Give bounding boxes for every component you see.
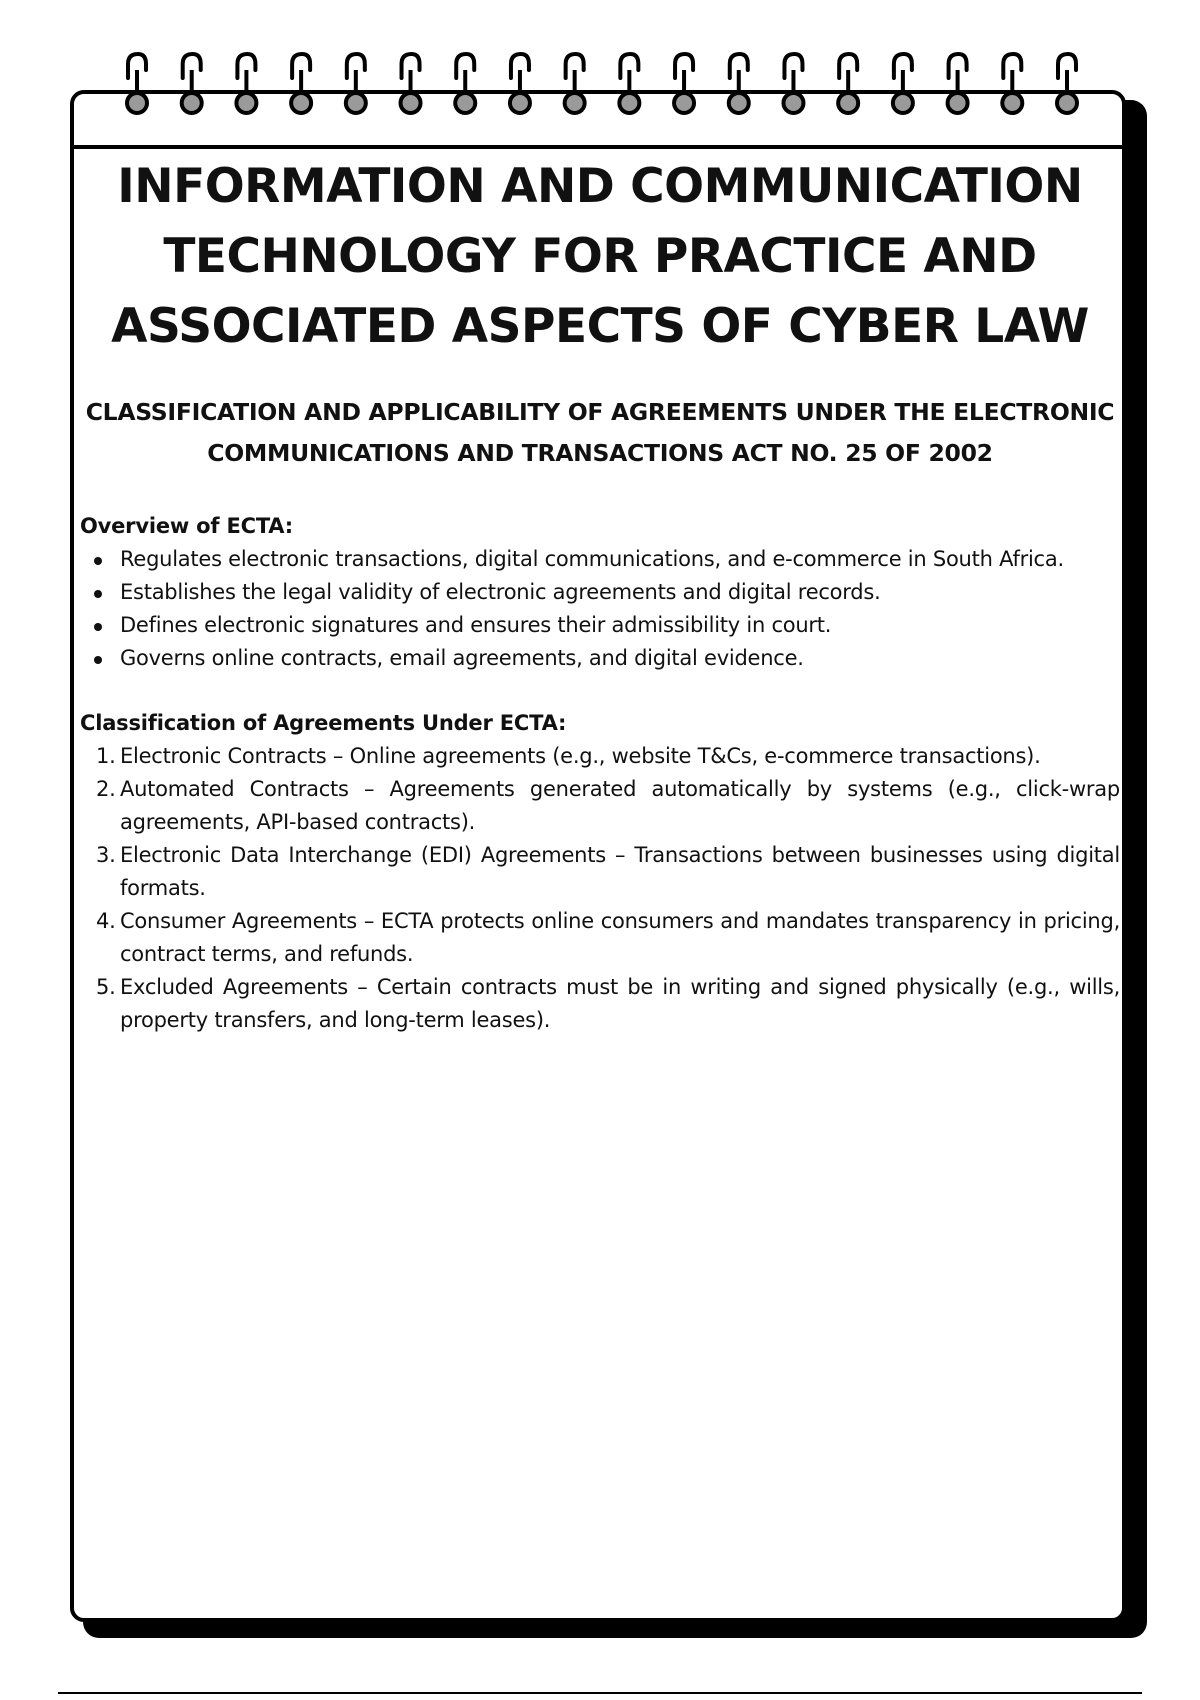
list-number: 3. bbox=[96, 843, 116, 867]
classification-item-text: Automated Contracts – Agreements generated automatically by systems (e.g., click-wrap agreements, API-based contracts). bbox=[120, 777, 1120, 834]
footer-divider bbox=[58, 1692, 1142, 1694]
list-number: 2. bbox=[96, 777, 116, 801]
spiral-ring-icon bbox=[674, 54, 694, 113]
spiral-ring-icon bbox=[565, 54, 585, 113]
classification-item-text: Consumer Agreements – ECTA protects online consumers and mandates transparency in pricing, contract terms, and refunds. bbox=[120, 909, 1120, 966]
list-number: 5. bbox=[96, 975, 116, 999]
classification-item-text: Electronic Data Interchange (EDI) Agreements – Transactions between businesses using digital formats. bbox=[120, 843, 1120, 900]
overview-heading: Overview of ECTA: bbox=[80, 514, 293, 538]
spiral-ring-icon bbox=[510, 54, 530, 113]
spiral-ring-icon bbox=[236, 54, 256, 113]
list-number: 1. bbox=[96, 744, 116, 768]
classification-list-item bbox=[80, 773, 1120, 839]
classification-list bbox=[80, 740, 1120, 1037]
bullet-icon bbox=[94, 557, 102, 565]
spiral-ring-icon bbox=[401, 54, 421, 113]
classification-item-text: Excluded Agreements – Certain contracts must be in writing and signed physically (e.g., wills, property transfers, and long-term leases). bbox=[120, 975, 1120, 1032]
spiral-ring-icon bbox=[346, 54, 366, 113]
spiral-ring-icon bbox=[1057, 54, 1077, 113]
overview-item-text: Defines electronic signatures and ensures their admissibility in court. bbox=[120, 613, 832, 637]
page-subtitle: CLASSIFICATION AND APPLICABILITY OF AGREEMENTS UNDER THE ELECTRONIC COMMUNICATIONS AND TRANSACTIONS ACT NO. 25 OF 2002 bbox=[85, 398, 1115, 467]
bullet-icon bbox=[94, 656, 102, 664]
classification-list-item bbox=[80, 740, 1120, 773]
overview-item-text: Establishes the legal validity of electronic agreements and digital records. bbox=[120, 580, 881, 604]
document-content bbox=[80, 148, 1120, 1037]
spiral-ring-icon bbox=[455, 54, 475, 113]
overview-list-item bbox=[80, 576, 1120, 609]
bullet-icon bbox=[94, 590, 102, 598]
spiral-ring-icon bbox=[838, 54, 858, 113]
spiral-ring-icon bbox=[291, 54, 311, 113]
overview-list-item bbox=[80, 609, 1120, 642]
spiral-binding bbox=[0, 0, 1200, 160]
spiral-ring-icon bbox=[948, 54, 968, 113]
spiral-ring-icon bbox=[783, 54, 803, 113]
bullet-icon bbox=[94, 623, 102, 631]
list-number: 4. bbox=[96, 909, 116, 933]
page-title: INFORMATION AND COMMUNICATION TECHNOLOGY FOR PRACTICE AND ASSOCIATED ASPECTS OF CYBER LAW bbox=[111, 159, 1089, 354]
spiral-ring-icon bbox=[893, 54, 913, 113]
overview-list-item bbox=[80, 543, 1120, 576]
classification-list-item bbox=[80, 839, 1120, 905]
classification-heading: Classification of Agreements Under ECTA: bbox=[80, 711, 567, 735]
overview-list-item bbox=[80, 642, 1120, 675]
overview-list bbox=[80, 543, 1120, 675]
overview-item-text: Governs online contracts, email agreements, and digital evidence. bbox=[120, 646, 804, 670]
overview-item-text: Regulates electronic transactions, digital communications, and e-commerce in South Africa. bbox=[120, 547, 1064, 571]
classification-list-item bbox=[80, 971, 1120, 1037]
classification-item-text: Electronic Contracts – Online agreements (e.g., website T&Cs, e-commerce transactions). bbox=[120, 744, 1041, 768]
spiral-ring-icon bbox=[729, 54, 749, 113]
spiral-ring-icon bbox=[182, 54, 202, 113]
spiral-ring-icon bbox=[127, 54, 147, 113]
spiral-ring-icon bbox=[619, 54, 639, 113]
classification-list-item bbox=[80, 905, 1120, 971]
spiral-ring-icon bbox=[1002, 54, 1022, 113]
